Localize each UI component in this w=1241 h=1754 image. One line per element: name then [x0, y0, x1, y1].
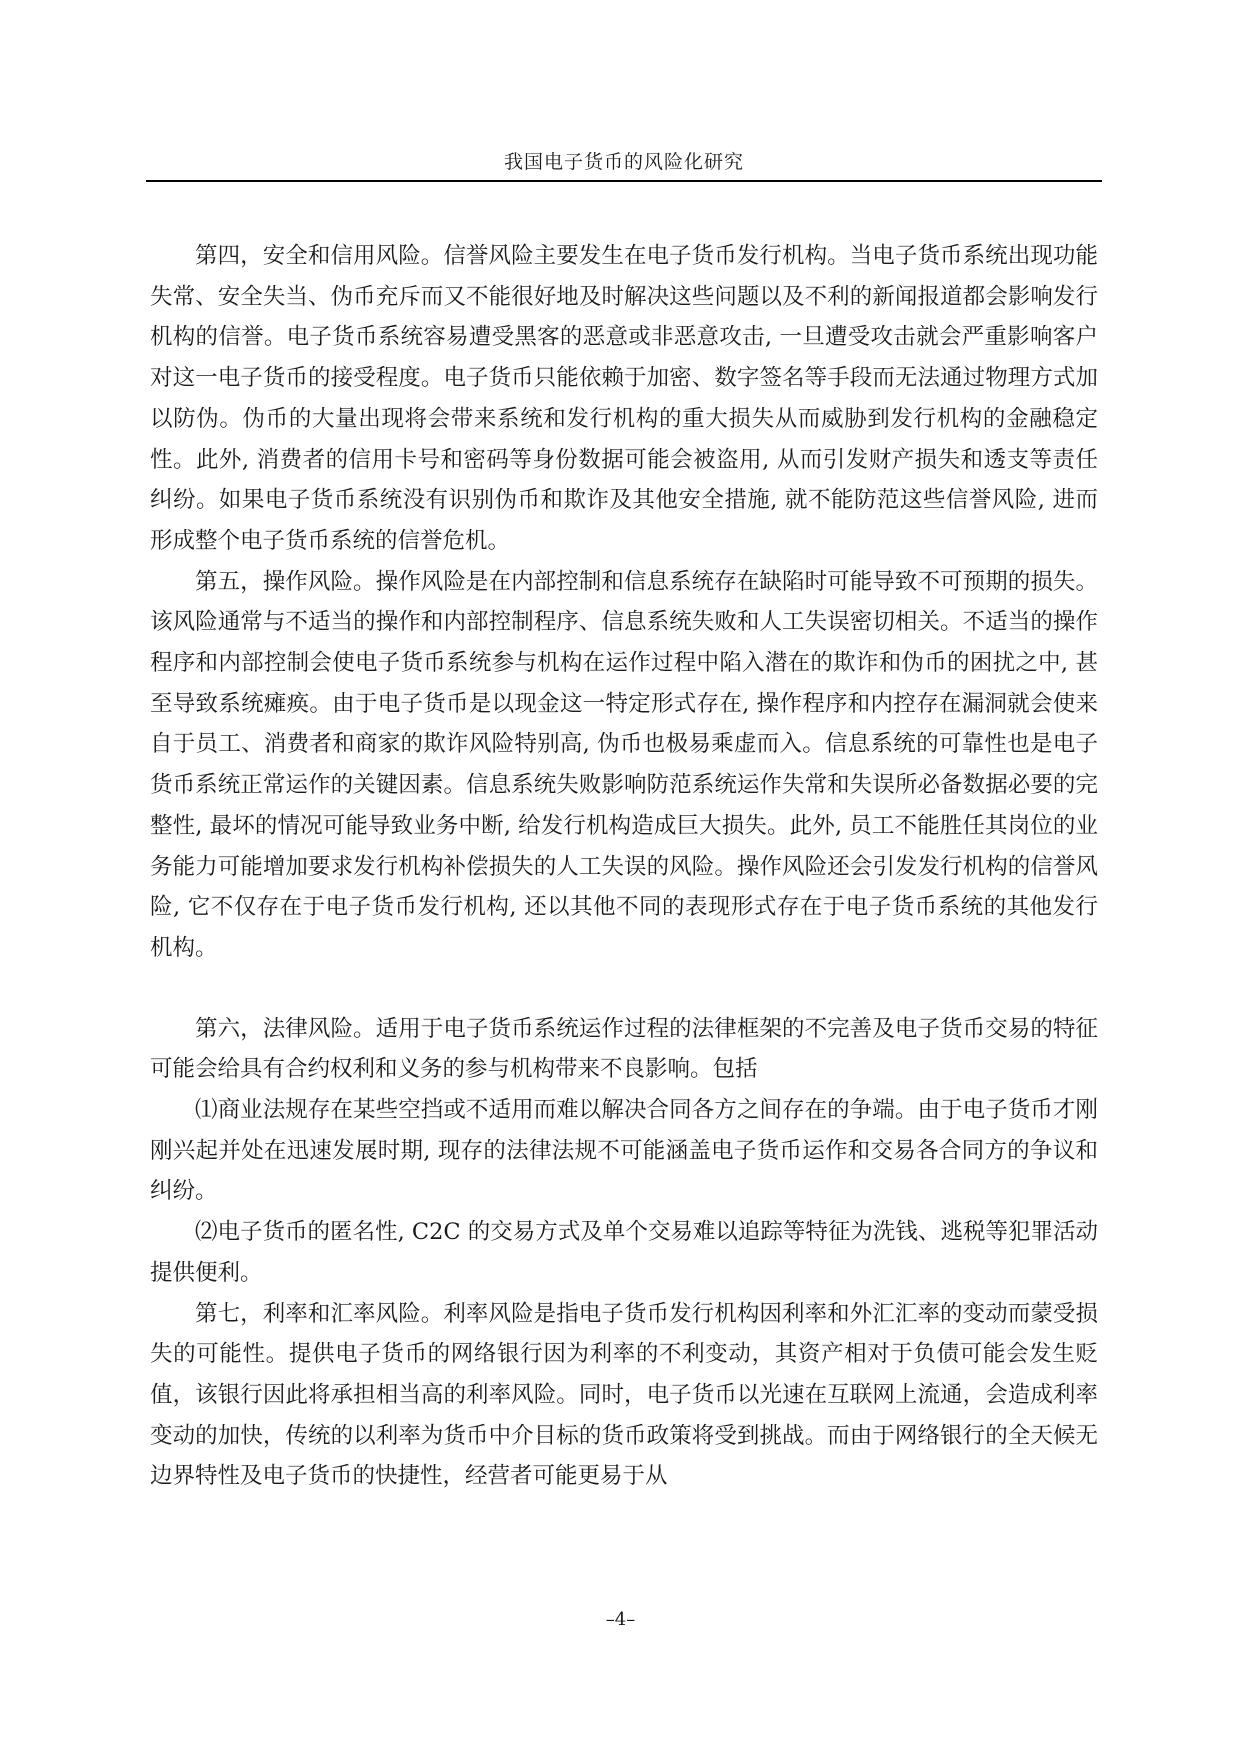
page-number: –4–	[605, 1609, 636, 1630]
paragraph-operational-risk: 第五，操作风险。操作风险是在内部控制和信息系统存在缺陷时可能导致不可预期的损失。该风险通常与不适当的操作和内部控制程序、信息系统失败和人工失误密切相关。不适当的操作程序和内部控制会使电子货币系统参与机构在运作过程中陷入潜在的欺诈和伪币的困扰之中, 甚至导致系统瘫痪。由于电子货币是以现金这一特定形式存在, 操作程序和内控存在漏洞就会使来自于员工、消费者和商家的欺诈风险特别高, 伪币也极易乘虚而入。信息系统的可靠性也是电子货币系统正常运作的关键因素。信息系统失败影响防范系统运作失常和失误所必备数据必要的完整性, 最坏的情况可能导致业务中断, 给发行机构造成巨大损失。此外, 员工不能胜任其岗位的业务能力可能增加要求发行机构补偿损失的人工失误的风险。操作风险还会引发发行机构的信誉风险, 它不仅存在于电子货币发行机构, 还以其他不同的表现形式存在于电子货币系统的其他发行机构。	[150, 568, 1098, 961]
page-header-title: 我国电子货币的风险化研究	[503, 151, 744, 173]
list-item-commercial-law: ⑴商业法规存在某些空挡或不适用而难以解决合同各方之间存在的争端。由于电子货币才刚刚兴起并处在迅速发展时期, 现存的法律法规不可能涵盖电子货币运作和交易各合同方的争议和纠纷。	[150, 1097, 1098, 1205]
paragraph-interest-exchange-risk: 第七，利率和汇率风险。利率风险是指电子货币发行机构因利率和外汇汇率的变动而蒙受损失的可能性。提供电子货币的网络银行因为利率的不利变动，其资产相对于负债可能会发生贬值，该银行因此将承担相当高的利率风险。同时，电子货币以光速在互联网上流通，会造成利率变动的加快，传统的以利率为货币中介目标的货币政策将受到挑战。而由于网络银行的全天候无边界特性及电子货币的快捷性，经营者可能更易于从	[150, 1300, 1098, 1490]
paragraph-spacer	[150, 969, 1098, 1009]
header-divider	[146, 180, 1102, 182]
list-item-anonymity: ⑵电子货币的匿名性, C2C 的交易方式及单个交易难以追踪等特征为洗钱、逃税等犯罪活动提供便利。	[150, 1219, 1098, 1286]
paragraph-security-credit-risk: 第四，安全和信用风险。信誉风险主要发生在电子货币发行机构。当电子货币系统出现功能失常、安全失当、伪币充斥而又不能很好地及时解决这些问题以及不利的新闻报道都会影响发行机构的信誉。电子货币系统容易遭受黑客的恶意或非恶意攻击, 一旦遭受攻击就会严重影响客户对这一电子货币的接受程度。电子货币只能依赖于加密、数字签名等手段而无法通过物理方式加以防伪。伪币的大量出现将会带来系统和发行机构的重大损失从而威胁到发行机构的金融稳定性。此外, 消费者的信用卡号和密码等身份数据可能会被盗用, 从而引发财产损失和透支等责任纠纷。如果电子货币系统没有识别伪币和欺诈及其他安全措施, 就不能防范这些信誉风险, 进而形成整个电子货币系统的信誉危机。	[150, 243, 1098, 554]
paragraph-legal-risk: 第六，法律风险。适用于电子货币系统运作过程的法律框架的不完善及电子货币交易的特征可能会给具有合约权利和义务的参与机构带来不良影响。包括	[150, 1015, 1098, 1083]
document-body	[150, 236, 1098, 1497]
